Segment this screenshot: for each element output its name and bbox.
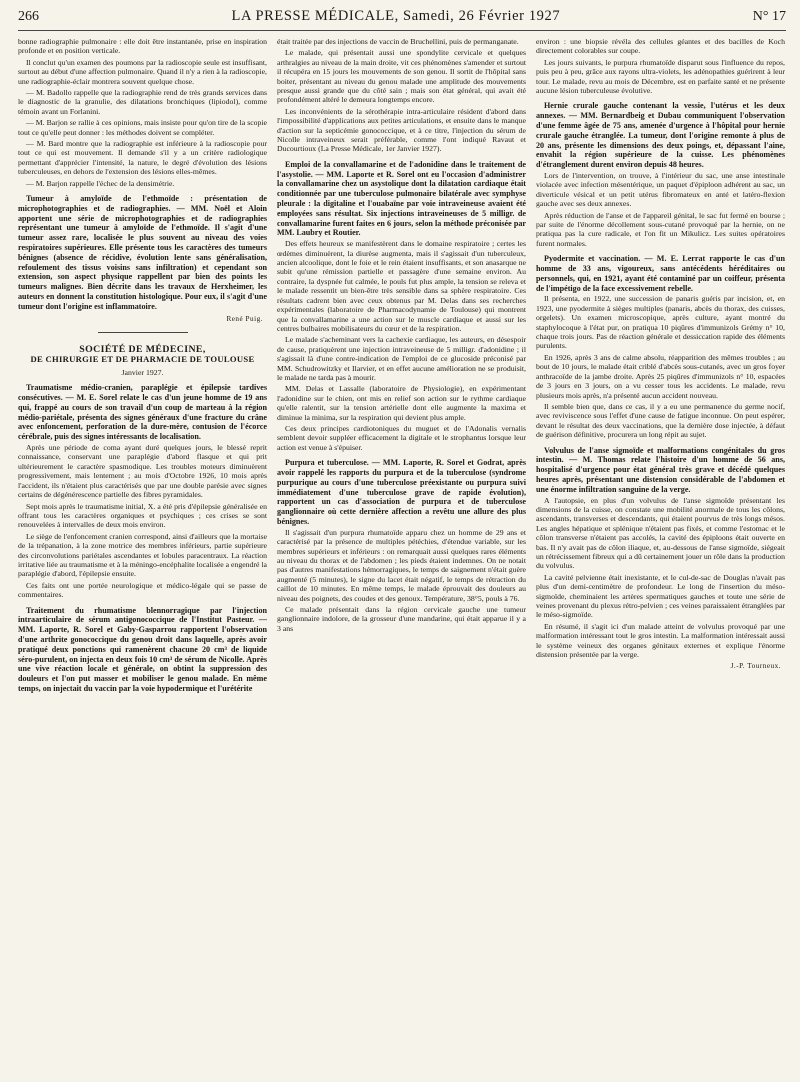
paragraph: Le malade, qui présentait aussi une spondylite cervicale et quelques arthralgies au niveau de la main droite, vit ces phénomènes s'amender et surtout il récupéra en 15 jours les mouvements de son genou. Il sortit de l'hôpital sans boiter, présentant au niveau du genou malade une amplitude des mouvements presque aussi grande que du côté sain ; mais son état général, qui avait été profondément altéré le demeura longtemps encore. [277, 48, 526, 105]
article-heading: Hernie crurale gauche contenant la vessie, l'utérus et les deux annexes. — MM. Bernardbeig et Dubau communiquent l'observation d'une femme âgée de 75 ans, amenée d'urgence à l'hôpital pour hernie crurale gauche étranglée. La tumeur, dont l'origine remonte à plus de 20 ans, présente les dimensions des deux poings, et, dépassant l'aine, envahit la région supérieure de la cuisse. Les phénomènes d'étranglement durent environ depuis 48 heures. [536, 101, 785, 170]
paragraph: Les inconvénients de la sérothérapie intra-articulaire résident d'abord dans l'impossibilité d'applications aux petites articulations, et ensuite dans le manque d'action sur la septicémie gonococcique, et à ce titre, l'injection du sérum de Nicolle intraveineux serait préférable, comme l'ont indiqué Ravaut et Ducourtioux (La Presse Médicale, 1er Janvier 1927). [277, 106, 526, 154]
page-header [18, 8, 786, 31]
article-heading: Volvulus de l'anse sigmoïde et malformations congénitales du gros intestin. — M. Thomas relate l'histoire d'un homme de 56 ans, hospitalisé d'urgence pour état général très grave et décédé quelques heures après, présentant une distension considérable de l'abdomen et une énorme infiltration sanguine de la verge. [536, 445, 785, 494]
column-2 [277, 37, 526, 695]
author-signature: J.-P. Tourneux. [730, 662, 781, 671]
paragraph: Ce malade présentait dans la région cervicale gauche une tumeur ganglionnaire indolore, de la grosseur d'une mandarine, qui était apparue il y a 3 ans [277, 605, 526, 633]
paragraph: Il s'agissait d'un purpura rhumatoïde apparu chez un homme de 29 ans et caractérisé par la présence de multiples pétéchies, d'étendue variable, sur les membres supérieurs et inférieurs : on remarquait aussi quelques rares éléments au niveau du thorax et de l'abdomen ; les pieds étaient indemnes. On ne notait pas d'autres manifestations hémorragiques, le temps de saignement n'était guère augmenté (5 minutes), le signe du lacet était négatif, le temps de rétraction du caillot de 10 minutes. En même temps, le malade éprouvait des douleurs au niveau des poignets, des coudes et des genoux. Température, 38°5, pouls à 76. [277, 527, 526, 603]
article-heading: Purpura et tuberculose. — MM. Laporte, R. Sorel et Godrat, après avoir rappelé les rapports du purpura et de la tuberculose (syndrome purpurique au cours d'une tuberculose préexistante ou purpura suivi immédiatement d'une tuberculose grave de rapide évolution), rapportent un cas d'association de purpura et de tuberculose ganglionnaire où cette dernière affection a revêtu une allure des plus bénignes. [277, 458, 526, 526]
paragraph: Après une période de coma ayant duré quelques jours, le blessé reprit connaissance, conservant une paraplégie d'abord flasque et qui prit ultérieurement le caractère spasmodique. Les troubles moteurs diminuèrent progressivement, mais lentement ; au mois d'Octobre 1926, 10 mois après l'accident, ils n'étaient plus caractérisés que par une double parésie avec signes certains de dégénérescence partielle des fibres pyramidales. [18, 443, 267, 500]
paragraph: Lors de l'intervention, on trouve, à l'intérieur du sac, une anse intestinale violacée avec infection mésentérique, un paquet d'épiploon adhérent au sac, un diverticule vésical et un petit utérus fibromateux en anté et latéro-flexion gauche avec ses deux annexes. [536, 171, 785, 209]
paragraph: En 1926, après 3 ans de calme absolu, réapparition des mêmes troubles ; au bout de 10 jours, le malade était criblé d'abcès sous-cutanés, avec un gros foyer anthracoïde de la jambe droite. Après 25 piqûres d'immunizols n° 10, espacées de 3 jours en 3 jours, on a vu cesser tous les accidents. Le malade, revu plusieurs mois après, n'a présenté aucun accident nouveau. [536, 352, 785, 400]
article-heading: Traumatisme médio-cranien, paraplégie et épilepsie tardives consécutives. — M. E. Sorel relate le cas d'un jeune homme de 19 ans qui, frappé au cours de son travail d'un coup de marteau à la région médio-pariétale, présenta des signes généraux d'une fracture du crâne avec enfoncement, perforation de la dure-mère, contusion de l'écorce cérébrale, puis des signes intéressants de localisation. [18, 383, 267, 442]
journal-title: LA PRESSE MÉDICALE, Samedi, 26 Février 1927 [231, 8, 561, 24]
paragraph: était traitée par des injections de vaccin de Bruchellini, puis de permanganate. [277, 37, 519, 46]
society-title-line-2: DE CHIRURGIE ET DE PHARMACIE DE TOULOUSE [30, 354, 255, 365]
society-title-line-1: SOCIÉTÉ DE MÉDECINE, [79, 344, 206, 356]
article-heading: Emploi de la convallamarine et de l'adonidine dans le traitement de l'asystolie. — MM. Laporte et R. Sorel ont eu l'occasion d'administrer la convallamarine chez un asystolique dont la dilatation cardiaque était conditionnée par une tuberculose pulmonaire bilatérale avec symphyse pleurale : la digitaline et l'ouabaïne par voie intraveineuse avaient été employées sans résultat. Six injections intraveineuses de 5 milligr. de convallamarine furent faites en 6 jours, selon la méthode préconisée par MM. Laubry et Routier. [277, 159, 526, 238]
paragraph: Des effets heureux se manifestèrent dans le domaine respiratoire ; certes les œdèmes diminuèrent, la diurèse augmenta, mais il s'agissait d'un tuberculeux, ancien alcoolique, dont le foie et le rein étaient insuffisants, et son anasarque ne subit qu'une rémission partielle et passagère d'une semaine environ. Au contraire, la dyspnée fut calmée, le pouls fut plus ample, la tension se releva et le malade ressentit un bien-être très sensible dans sa sphère respiratoire. Ces résultats cadrent bien avec ceux obtenus par M. Delas dans ses recherches expérimentales (laboratoire de Pharmacodynamie de Toulouse) qui montrent que la convallamarine a une action sur le muscle cardiaque et aussi sur les centres bulbaires mobilisateurs du cœur et de la respiration. [277, 239, 526, 333]
paragraph: MM. Delas et Lassalle (laboratoire de Physiologie), en expérimentant l'adonidine sur le chien, ont mis en relief son action sur le rythme cardiaque qu'elle ralentit, sur la tension artérielle dont elle augmente la maxima et diminue la minima, sur la respiration qui devient plus ample. [277, 384, 526, 422]
column-3 [536, 37, 785, 695]
paragraph: Le malade s'acheminant vers la cachexie cardiaque, les auteurs, en désespoir de cause, pratiquèrent une injection intraveineuse de 5 milligr. d'adonidine ; il s'agissait là d'une contre-indication de l'emploi de ce glucoside préconisé par MM. Schudrowitzky et Ilarvier, et en effet aucune amélioration ne se produisit, le malade ne tarda pas à mourir. [277, 335, 526, 382]
paragraph: Il semble bien que, dans ce cas, il y a eu une permanence du germe nocif, avec reviviscence sous l'effet d'une cause de fatigue inconnue. On peut espérer, devant le résultat des deux vaccinations, que la dernière dose injectée, à défaut de guérison définitive, procurera un long répit au sujet. [536, 401, 785, 440]
paragraph: environ : une biopsie révéla des cellules géantes et des bacilles de Koch directement colorables sur coupe. [536, 37, 785, 56]
column-1 [18, 37, 267, 695]
page-number: 266 [18, 9, 39, 24]
paragraph: Les jours suivants, le purpura rhumatoïde disparut sous l'influence du repos, puis peu à peu, grâce aux rayons ultra-violets, les adénopathies guérirent à leur tour. Le malade, revu au mois de Décembre, est en parfaite santé et ne présente aucune lésion tuberculeuse évolutive. [536, 57, 785, 96]
paragraph: — M. Badollo rappelle que la radiographie rend de très grands services dans le diagnostic de la granulie, des dilatations bronchiques (lipiodol), comme témoin avant un Forlanini. [18, 88, 267, 116]
text-columns [18, 37, 786, 695]
author-signature: René Puig. [226, 314, 263, 323]
section-divider [98, 332, 188, 333]
society-heading [18, 345, 267, 377]
paragraph: bonne radiographie pulmonaire : elle doit être instantanée, prise en inspiration profonde et en position verticale. [18, 37, 267, 56]
paragraph: Il présenta, en 1922, une succession de panaris guéris par incision, et, en 1923, une pyodermite à sièges multiples (panaris, abcès du thorax, des cuisses, orgelets). Un examen microscopique, après culture, ayant montré du staphylocoque à l'état pur, on pratiqua 10 piqûres d'immunizols Grémy n° 10, chaque trois jours. Pas de réaction générale et dessiccation rapide des éléments purulents. [536, 294, 785, 351]
paragraph: Sept mois après le traumatisme initial, X. a été pris d'épilepsie généralisée en offrant tous les caractères organiques et psychiques ; ces crises se sont renouvelées à intervalles de deux mois environ. [18, 501, 267, 530]
paragraph: En résumé, il s'agit ici d'un malade atteint de volvulus provoqué par une malformation intéressant tout le gros intestin. La malformation intéressait aussi le système veineux des organes génitaux externes et explique l'énorme distension présentée par la verge. [536, 621, 785, 660]
paragraph: Il conclut qu'un examen des poumons par la radioscopie seule est insuffisant, surtout au début d'une affection pulmonaire. Quand il n'y a rien à la radioscopie, une radiographie-éclair montrera souvent quelque chose. [18, 57, 267, 86]
paragraph: A l'autopsie, en plus d'un volvulus de l'anse sigmoïde présentant les dimensions de la cuisse, on constate une mobilité anormale de tous les côlons, ascendants, transverses et descendants, qui étaient pourvus de très longs mésos. Les angles hépatique et splénique n'étaient pas fixés, et comme l'estomac et le côlon transverse n'étaient pas accolés, la cavité des épiploons était ouverte en bas. Il n'y avait pas de côlon iliaque, et, au-dessous de l'anse sigmoïde, siégeait un rétrécissement fibreux qui a dû certainement jouer un rôle dans la production du volvulus. [536, 495, 785, 571]
paragraph: — M. Barjon se rallie à ces opinions, mais insiste pour qu'on tire de la scopie tout ce qu'elle peut donner : les méthodes doivent se compléter. [18, 118, 267, 137]
society-date: Janvier 1927. [121, 367, 164, 377]
article-heading: Pyodermite et vaccination. — M. E. Lerrat rapporte le cas d'un homme de 33 ans, vigoureux, sans antécédents héréditaires ou personnels, qui, en 1921, ayant été contaminé par un coiffeur, présenta de l'impétigo de la face excessivement rebelle. [536, 254, 785, 293]
paragraph: — M. Barjon rappelle l'échec de la densimétrie. [26, 178, 175, 188]
article-heading: Tumeur à amyloïde de l'ethmoïde : présentation de microphotographies et de radiographies. — MM. Noël et Aloin apportent une série de microphotographies et de radiographies représentant une tumeur à amyloïde de l'ethmoïde. Il s'agit d'une tumeur assez rare, localisée le plus souvent au niveau des voies respiratoires supérieures. Elle présente tous les caractères des tumeurs bénignes (absence de récidive, évolution lente sans généralisation, refoulement des tissus voisins sans infiltration) et cependant son extension, son aspect physique rappellent par bien des points les tumeurs malignes. Bien décrite dans les travaux de Herxheimer, les auteurs en donnent la constitution histologique. Pour eux, il s'agit d'une tumeur dont l'origine est inflammatoire. [18, 194, 267, 311]
paragraph: Ces faits ont une portée neurologique et médico-légale qui se passe de commentaires. [18, 580, 267, 600]
paragraph: Ces deux principes cardiotoniques du muguet et de l'Adonalis vernalis semblent devoir suppléer efficacement la digitale et le strophantus lorsque leur action est venue à s'épuiser. [277, 423, 526, 452]
paragraph: La cavité pelvienne était inexistante, et le cul-de-sac de Douglas n'avait pas plus d'un demi-centimètre de profondeur. Le long de l'insertion du méso-sigmoïde, cheminaient les artères spermatiques gauches et toute une série de veines provenant du plexus rétro-pelvien ; ces veines paraissaient étranglées par le méso-sigmoïde. [536, 572, 785, 620]
issue-number: N° 17 [752, 9, 786, 24]
paragraph: Après réduction de l'anse et de l'appareil génital, le sac fut fermé en bourse ; par suite de l'énorme décollement sous-cutané provoqué par la hernie, on ne pratiqua pas la cure radicale, et l'on fit un Mikulicz. Les suites opératoires furent normales. [536, 210, 785, 248]
article-heading: Traitement du rhumatisme blennorragique par l'injection intraarticulaire de sérum antigonococcique de l'Institut Pasteur. — MM. Laporte, R. Sorel et Gaby-Gasparrou rapportent l'observation d'une arthrite gonococcique du genou droit dans laquelle, après avoir pratiqué deux ponctions qui ramenèrent chacune 20 cm³ de liquide séro-purulent, on injecta en deux fois 10 cm³ de sérum de Nicolle. Après une vive réaction locale et générale, on obtint la suppression des douleurs et l'on put masser et mobiliser le genou malade. En même temps, on injectait du vaccin par la voie hypodermique et l'urétérite [18, 605, 267, 693]
paragraph: Le siège de l'enfoncement cranien correspond, ainsi d'ailleurs que la mortaise de la trépanation, à la zone motrice des membres inférieurs, partie supérieure des circonvolutions pariétales ascendantes et lobules paracentraux. La réaction irritative liée au traumatisme et à la méningo-encéphalite localisée a engendré la paraplégie d'abord, l'épilepsie ensuite. [18, 531, 267, 579]
paragraph: — M. Bard montre que la radiographie est inférieure à la radioscopie pour tout ce qui est mouvement. Il demande s'il y a un critère radiologique permettant d'apprécier l'intensité, la nature, le degré d'évolution des lésions tuberculeuses, en dehors de l'extension des lésions elles-mêmes. [18, 139, 267, 177]
